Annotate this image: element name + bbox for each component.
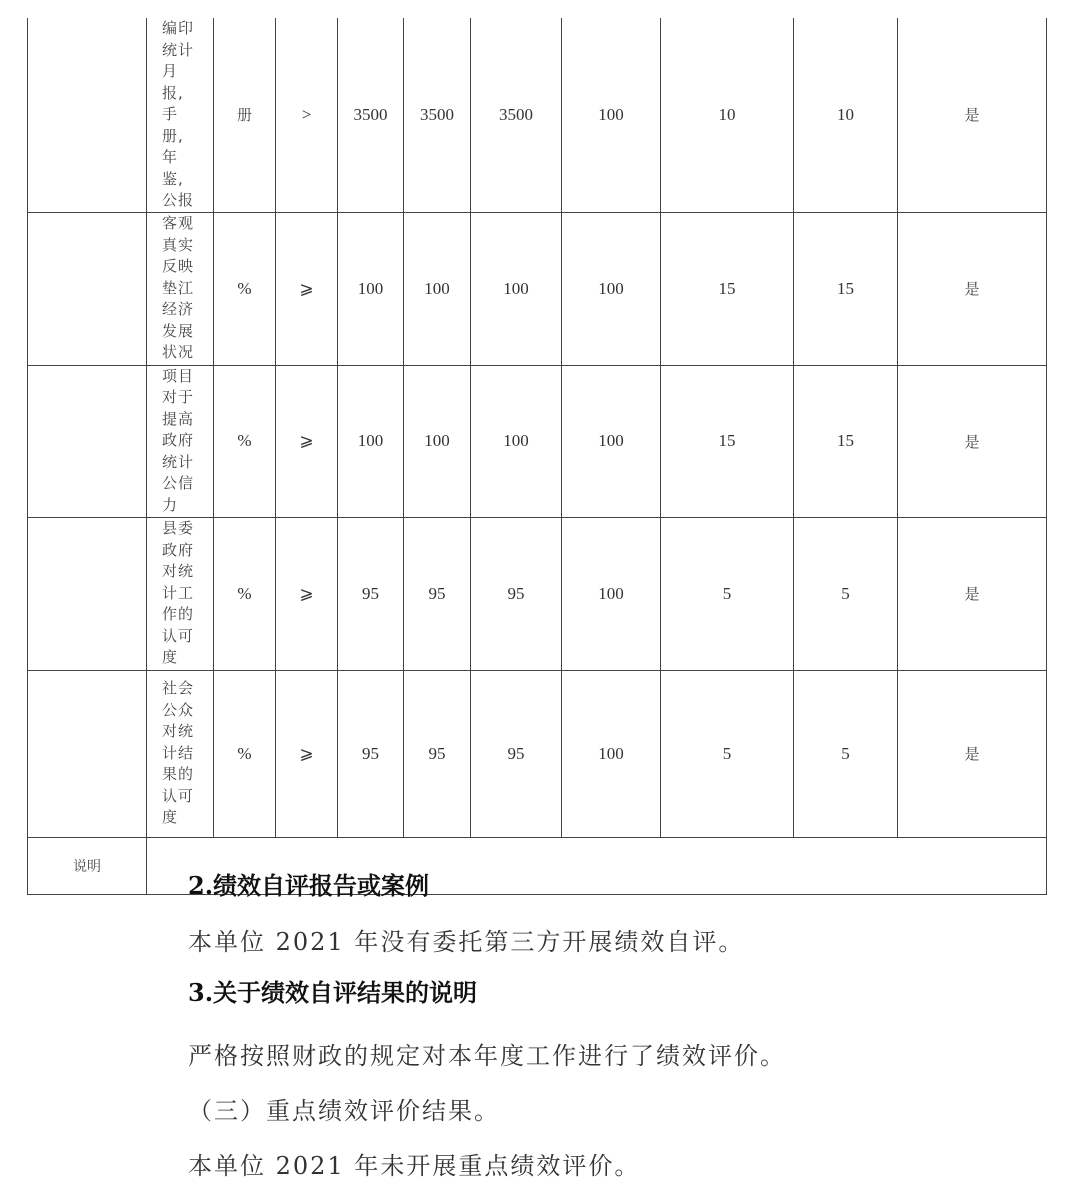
annual-target-cell: 100 [338,212,404,365]
actual-value-cell: 95 [404,517,471,670]
annual-target-cell: 3500 [338,18,404,212]
empty-cell [28,365,147,517]
annual-target-cell: 95 [338,670,404,837]
section3-text: 严格按照财政的规定对本年度工作进行了绩效评价。 [188,1042,786,1070]
operator-cell: > [276,18,338,212]
empty-cell [28,212,147,365]
table-row [28,18,1047,212]
weight-cell: 15 [661,212,794,365]
note-label-cell: 说明 [28,837,147,894]
achieved-cell: 是 [898,365,1047,517]
performance-table [27,18,1047,895]
indicator-name-cell: 编印统计月报,手册,年鉴,公报 [147,18,214,212]
score-cell: 5 [794,670,898,837]
empty-cell [28,670,147,837]
completion-cell: 100 [471,365,562,517]
unit-cell: % [214,365,276,517]
indicator-name-cell: 社会公众对统计结果的认可度 [147,670,214,837]
score-cell: 15 [794,212,898,365]
actual-value-cell: 95 [404,670,471,837]
note-row [28,837,1047,894]
key-eval-heading: （三）重点绩效评价结果。 [188,1097,500,1125]
table-row [28,365,1047,517]
completion-cell: 95 [471,517,562,670]
completion-cell: 100 [471,212,562,365]
table-row [28,670,1047,837]
empty-cell [28,517,147,670]
section3-heading: 3.关于绩效自评结果的说明 [188,978,478,1007]
indicator-name-cell: 客观真实反映垫江经济发展状况 [147,212,214,365]
actual-value-cell: 100 [404,365,471,517]
achieved-cell: 是 [898,670,1047,837]
operator-cell: ⩾ [276,670,338,837]
unit-cell: % [214,212,276,365]
table-row [28,517,1047,670]
rate-cell: 100 [562,517,661,670]
rate-cell: 100 [562,670,661,837]
operator-cell: ⩾ [276,365,338,517]
empty-cell [28,18,147,212]
weight-cell: 10 [661,18,794,212]
indicator-name-cell: 县委政府对统计工作的认可度 [147,517,214,670]
table-row [28,212,1047,365]
operator-cell: ⩾ [276,517,338,670]
completion-cell: 95 [471,670,562,837]
actual-value-cell: 100 [404,212,471,365]
weight-cell: 5 [661,670,794,837]
weight-cell: 5 [661,517,794,670]
rate-cell: 100 [562,212,661,365]
score-cell: 10 [794,18,898,212]
indicator-name-cell: 项目对于提高政府统计公信力 [147,365,214,517]
annual-target-cell: 100 [338,365,404,517]
score-cell: 5 [794,517,898,670]
unit-cell: % [214,670,276,837]
operator-cell: ⩾ [276,212,338,365]
key-eval-text: 本单位 2021 年未开展重点绩效评价。 [188,1152,641,1180]
unit-cell: 册 [214,18,276,212]
rate-cell: 100 [562,365,661,517]
achieved-cell: 是 [898,212,1047,365]
section2-text: 本单位 2021 年没有委托第三方开展绩效自评。 [188,928,745,956]
completion-cell: 3500 [471,18,562,212]
achieved-cell: 是 [898,517,1047,670]
score-cell: 15 [794,365,898,517]
rate-cell: 100 [562,18,661,212]
section2-heading: 2.绩效自评报告或案例 [188,871,430,900]
unit-cell: % [214,517,276,670]
annual-target-cell: 95 [338,517,404,670]
actual-value-cell: 3500 [404,18,471,212]
achieved-cell: 是 [898,18,1047,212]
weight-cell: 15 [661,365,794,517]
